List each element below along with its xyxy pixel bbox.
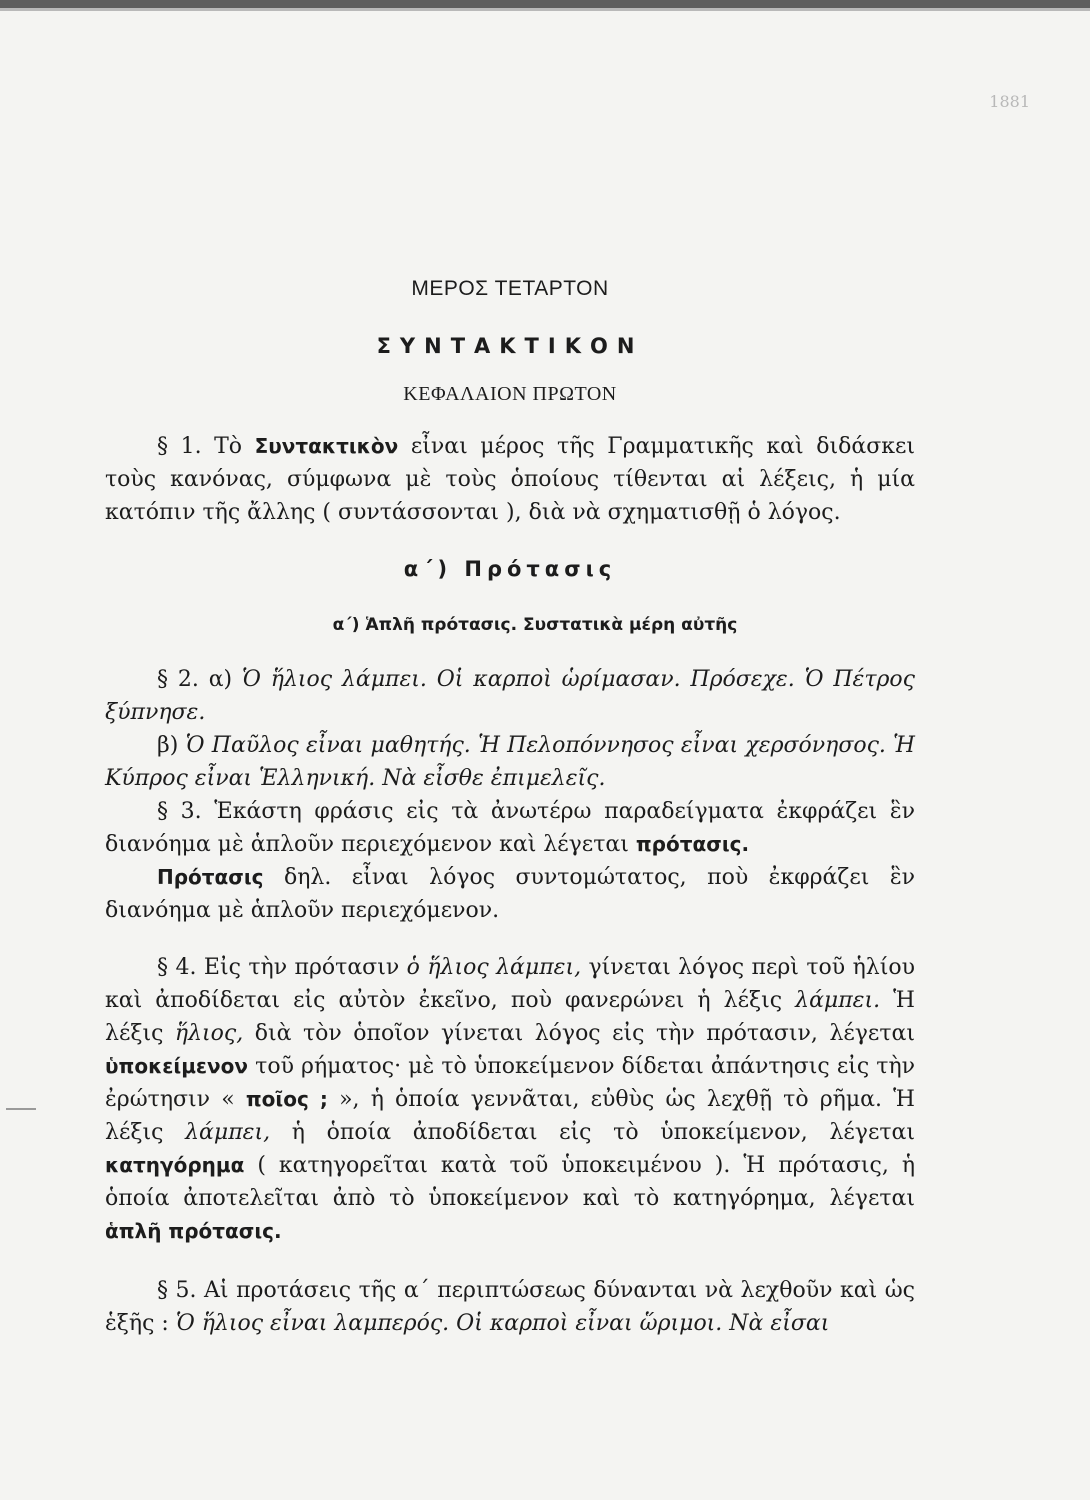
margin-mark <box>6 1108 36 1110</box>
paragraph-2b: β) Ὁ Παῦλος εἶναι μαθητής. Ἡ Πελοπόννησος εἶναι χερσόνησος. Ἡ Κύπρος εἶναι Ἑλληνική. Νὰ εἶσθε ἐπιμελεῖς. <box>105 733 916 791</box>
top-border-shadow <box>0 8 1090 11</box>
page-content <box>105 270 915 1340</box>
bold-term: Πρότασις <box>157 865 264 889</box>
top-border <box>0 0 1090 8</box>
bold-term: κατηγόρημα <box>105 1153 245 1177</box>
book-title: ΣΥΝΤΑΚΤΙΚΟΝ <box>376 334 644 358</box>
bold-term: ἁπλῆ πρότασις. <box>105 1219 282 1243</box>
paragraph-1: § 1. Τὸ Συντακτικὸν εἶναι μέρος τῆς Γραμματικῆς καὶ διδάσκει τοὺς κανόνας, σύμφωνα μὲ τοὺς ὁποίους τίθενται αἱ λέξεις, ἡ μία κατόπιν τῆς ἄλλης ( συντάσσονται ), διὰ νὰ σχηματισθῇ ὁ λόγος. <box>105 434 915 525</box>
section-number: § 1. <box>157 434 202 459</box>
section-heading: α΄) Πρότασις <box>403 557 617 581</box>
bold-term: πρότασις. <box>635 832 750 856</box>
bold-term: ὑποκείμενον <box>105 1054 249 1078</box>
bold-term: Συντακτικὸν <box>254 434 399 458</box>
section-number: § 2. <box>157 667 199 692</box>
subsection-heading: α΄) Ἁπλῆ πρότασις. Συστατικὰ μέρη αὐτῆς <box>332 615 738 635</box>
paragraph-3: § 3. Ἑκάστη φράσις εἰς τὰ ἀνωτέρω παραδείγματα ἐκφράζει ἓν διανόημα μὲ ἁπλοῦν περιεχόμενον καὶ λέγεται πρότασις. <box>105 799 916 857</box>
paragraph-4: § 4. Εἰς τὴν πρότασιν ὁ ἥλιος λάμπει, γίνεται λόγος περὶ τοῦ ἡλίου καὶ ἀποδίδεται εἰς αὐτὸν ἐκεῖνο, ποὺ φανερώνει ἡ λέξις λάμπει. Ἡ λέξις ἥλιος, διὰ τὸν ὁποῖον γίνεται λόγος εἰς τὴν πρότασιν, λέγεται ὑποκείμενον τοῦ ρήματος· μὲ τὸ ὑποκείμενον δίδεται ἀπάντησις εἰς τὴν ἐρώτησιν « ποῖος ; », ἡ ὁποία γεννᾶται, εὐθὺς ὡς λεχθῇ τὸ ρῆμα. Ἡ λέξις λάμπει, ἡ ὁποία ἀποδίδεται εἰς τὸ ὑποκείμενον, λέγεται κατηγόρημα ( κατηγορεῖται κατὰ τοῦ ὑποκειμένου ). Ἡ πρότασις, ἡ ὁποία ἀποτελεῖται ἀπὸ τὸ ὑποκείμενον καὶ τὸ κατηγόρημα, λέγεται ἁπλῆ πρότασις. <box>105 955 916 1243</box>
paragraph-5: § 5. Αἱ προτάσεις τῆς α΄ περιπτώσεως δύνανται νὰ λεχθοῦν καὶ ὡς ἑξῆς : Ὁ ἥλιος εἶναι λαμπερός. Οἱ καρποὶ εἶναι ὥριμοι. Νὰ εἶσαι <box>105 1278 915 1336</box>
paragraph-2: § 2. α) Ὁ ἥλιος λάμπει. Οἱ καρποὶ ὡρίμασαν. Πρόσεχε. Ὁ Πέτρος ξύπνησε. <box>105 667 916 725</box>
part-title: ΜΕΡΟΣ ΤΕΤΑΡΤΟΝ <box>411 277 609 300</box>
bold-term: ποῖος ; <box>245 1087 328 1111</box>
section-number: § 5. <box>157 1278 197 1303</box>
section-number: § 4. <box>157 955 197 980</box>
paragraph-3b: Πρότασις δηλ. εἶναι λόγος συντομώτατος, ποὺ ἐκφράζει ἓν διανόημα μὲ ἁπλοῦν περιεχόμενον. <box>105 865 915 923</box>
section-number: § 3. <box>157 799 202 824</box>
page-number: 1881 <box>989 92 1030 111</box>
chapter-title: ΚΕΦΑΛΑΙΟΝ ΠΡΩΤΟΝ <box>403 383 617 405</box>
